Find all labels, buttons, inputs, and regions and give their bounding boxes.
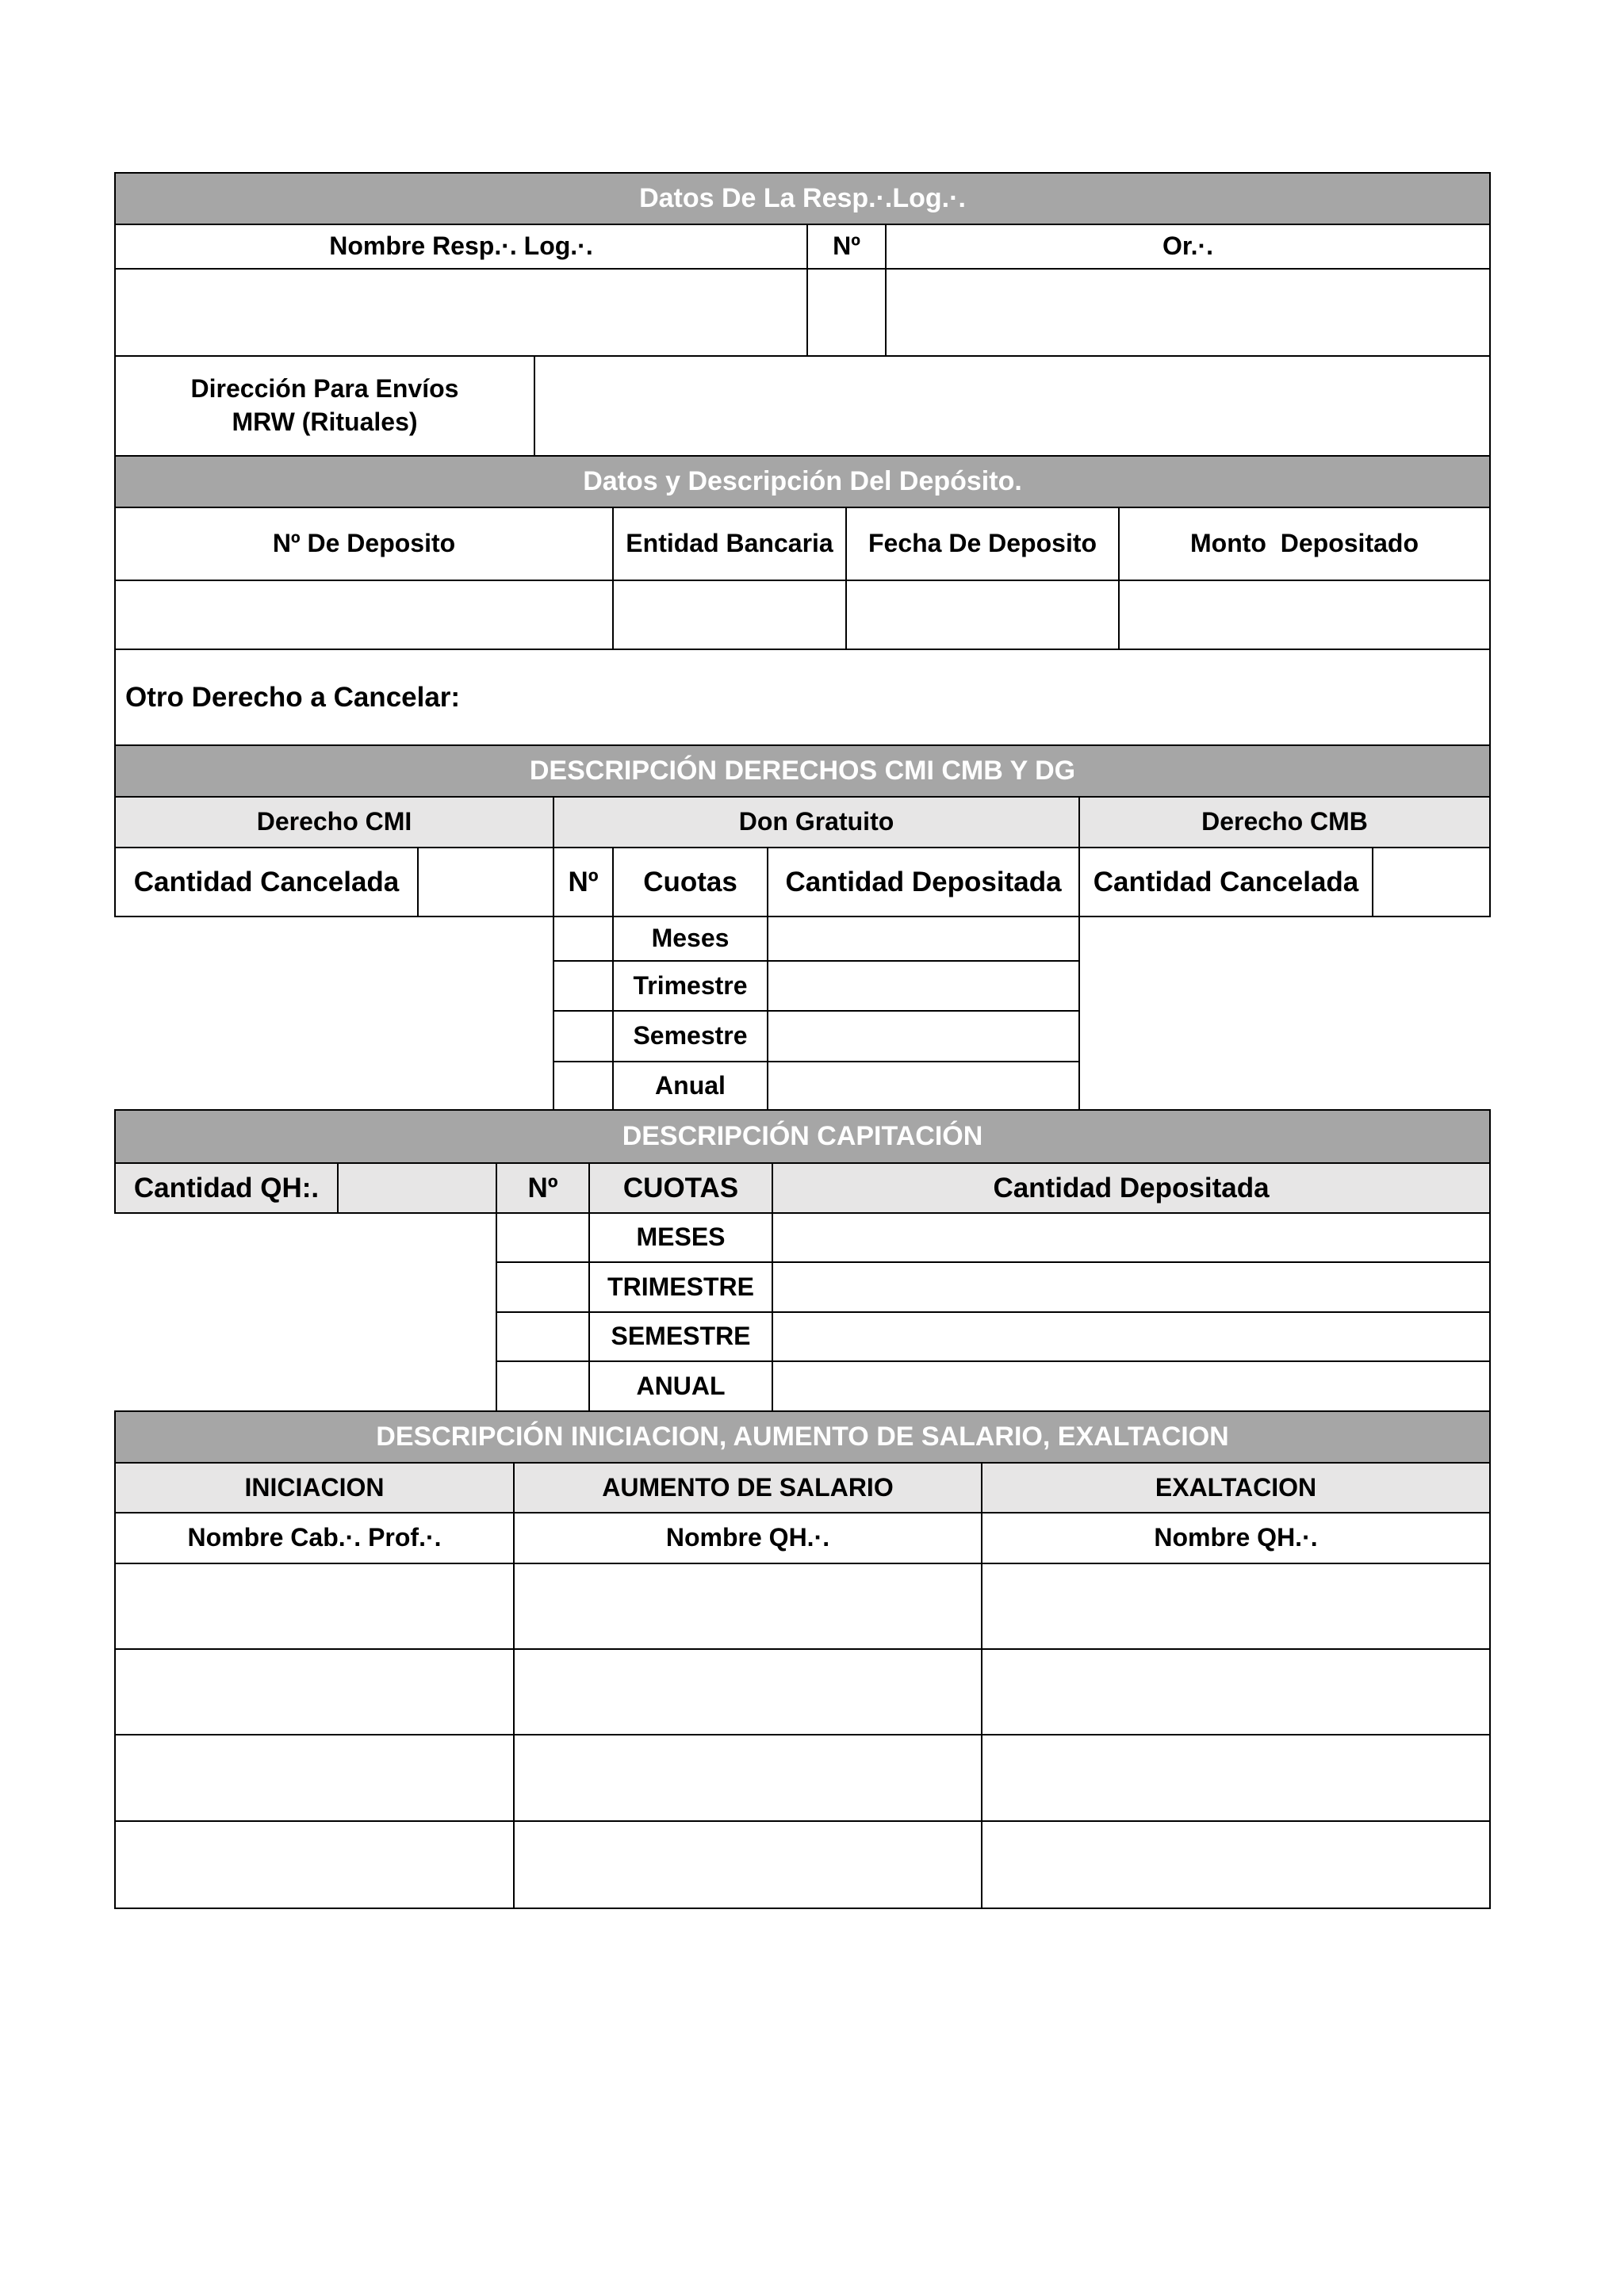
dg-anual-numero-field[interactable] [553,1061,614,1111]
cap-meses-cantidad-field[interactable] [772,1212,1491,1263]
dg-numero-label: Nº [553,847,614,917]
iniciacion-name-field[interactable] [114,1820,515,1909]
entidad-bancaria-label: Entidad Bancaria [612,507,847,581]
section-header-deposito: Datos y Descripción Del Depósito. [114,455,1491,508]
aumento-name-field[interactable] [513,1648,982,1735]
monto-depositado-field[interactable] [1118,580,1491,650]
cap-numero-label: Nº [496,1162,590,1214]
cap-cantidad-depositada-label: Cantidad Depositada [772,1162,1491,1214]
cap-trimestre-numero-field[interactable] [496,1261,590,1313]
cap-semestre-numero-field[interactable] [496,1311,590,1362]
exaltacion-header: EXALTACION [981,1462,1491,1513]
nombre-resp-log-label: Nombre Resp.·. Log.·. [114,224,808,270]
cantidad-qh-field[interactable] [337,1162,497,1214]
derecho-cmi-header: Derecho CMI [114,796,554,848]
numero-label: Nº [806,224,887,270]
iniciacion-name-field[interactable] [114,1648,515,1735]
exaltacion-name-field[interactable] [981,1734,1491,1822]
monto-depositado-label: Monto Depositado [1118,507,1491,581]
dg-trimestre-numero-field[interactable] [553,960,614,1012]
cap-anual-numero-field[interactable] [496,1360,590,1413]
cmi-cantidad-cancelada-label: Cantidad Cancelada [114,847,419,917]
dg-trimestre-cantidad-field[interactable] [767,960,1080,1012]
entidad-bancaria-field[interactable] [612,580,847,650]
cap-period-anual: ANUAL [588,1360,773,1413]
section-header-iniciacion: DESCRIPCIÓN INICIACION, AUMENTO DE SALARIO, EXALTACION [114,1410,1491,1464]
cap-semestre-cantidad-field[interactable] [772,1311,1491,1362]
dg-meses-numero-field[interactable] [553,916,614,962]
cap-period-trimestre: TRIMESTRE [588,1261,773,1313]
dg-cantidad-depositada-label: Cantidad Depositada [767,847,1080,917]
aumento-salario-header: AUMENTO DE SALARIO [513,1462,982,1513]
exaltacion-name-field[interactable] [981,1820,1491,1909]
aumento-name-field[interactable] [513,1734,982,1822]
don-gratuito-header: Don Gratuito [553,796,1080,848]
iniciacion-name-field[interactable] [114,1563,515,1650]
nombre-cab-prof-label: Nombre Cab.·. Prof.·. [114,1512,515,1564]
aumento-name-field[interactable] [513,1820,982,1909]
cap-anual-cantidad-field[interactable] [772,1360,1491,1413]
iniciacion-name-field[interactable] [114,1734,515,1822]
dg-semestre-numero-field[interactable] [553,1010,614,1062]
derecho-cmb-header: Derecho CMB [1078,796,1491,848]
fecha-deposito-field[interactable] [845,580,1120,650]
section-header-derechos: DESCRIPCIÓN DERECHOS CMI CMB Y DG [114,744,1491,798]
cmi-cantidad-cancelada-field[interactable] [417,847,554,917]
direccion-envios-label: Dirección Para Envíos MRW (Rituales) [114,355,535,457]
direccion-envios-field[interactable] [534,355,1491,457]
iniciacion-header: INICIACION [114,1462,515,1513]
numero-field[interactable] [806,268,887,357]
numero-deposito-field[interactable] [114,580,614,650]
fecha-deposito-label: Fecha De Deposito [845,507,1120,581]
dg-period-semestre: Semestre [612,1010,768,1062]
otro-derecho-cancelar-field[interactable]: Otro Derecho a Cancelar: [114,649,1491,746]
oriente-field[interactable] [885,268,1491,357]
exaltacion-name-field[interactable] [981,1563,1491,1650]
numero-deposito-label: Nº De Deposito [114,507,614,581]
exaltacion-name-field[interactable] [981,1648,1491,1735]
cmb-cantidad-cancelada-label: Cantidad Cancelada [1078,847,1373,917]
dg-semestre-cantidad-field[interactable] [767,1010,1080,1062]
dg-period-trimestre: Trimestre [612,960,768,1012]
exaltacion-nombre-qh-label: Nombre QH.·. [981,1512,1491,1564]
cap-trimestre-cantidad-field[interactable] [772,1261,1491,1313]
dg-period-meses: Meses [612,916,768,962]
oriente-label: Or.·. [885,224,1491,270]
nombre-resp-log-field[interactable] [114,268,808,357]
cap-meses-numero-field[interactable] [496,1212,590,1263]
cap-cuotas-label: CUOTAS [588,1162,773,1214]
cap-period-meses: MESES [588,1212,773,1263]
cap-period-semestre: SEMESTRE [588,1311,773,1362]
section-header-capitacion: DESCRIPCIÓN CAPITACIÓN [114,1109,1491,1164]
dg-cuotas-label: Cuotas [612,847,768,917]
section-header-datos-resp: Datos De La Resp.·.Log.·. [114,172,1491,225]
aumento-name-field[interactable] [513,1563,982,1650]
cmb-cantidad-cancelada-field[interactable] [1372,847,1491,917]
aumento-nombre-qh-label: Nombre QH.·. [513,1512,982,1564]
dg-period-anual: Anual [612,1061,768,1111]
dg-meses-cantidad-field[interactable] [767,916,1080,962]
cantidad-qh-label: Cantidad QH:. [114,1162,339,1214]
dg-anual-cantidad-field[interactable] [767,1061,1080,1111]
